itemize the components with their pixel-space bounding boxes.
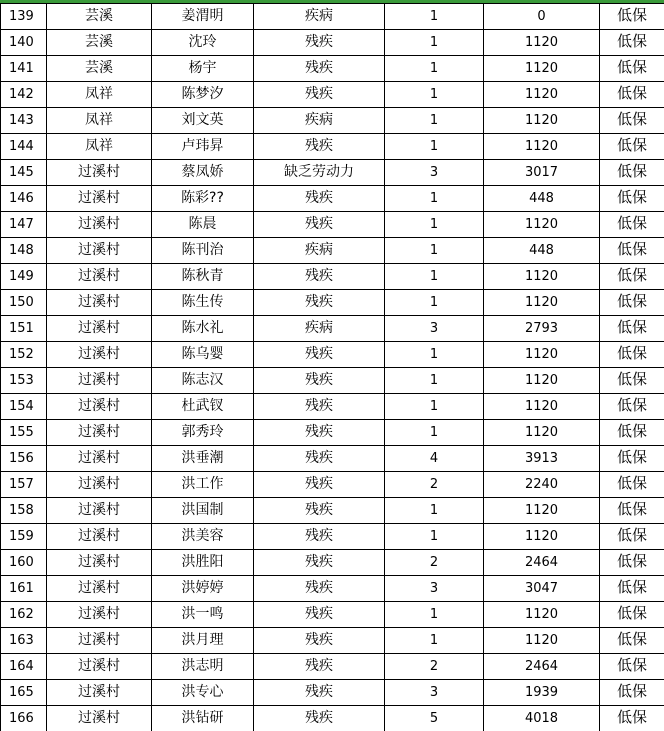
cell-reason[interactable]: 残疾 [254, 706, 385, 731]
cell-amount[interactable]: 2793 [484, 316, 600, 342]
cell-aid-type[interactable]: 低保 [600, 628, 664, 654]
cell-row-number[interactable]: 151 [1, 316, 47, 342]
cell-name[interactable]: 陈晨 [152, 212, 254, 238]
cell-village[interactable]: 过溪村 [47, 654, 152, 680]
cell-aid-type[interactable]: 低保 [600, 706, 664, 731]
welfare-table [0, 3, 664, 731]
cell-reason[interactable]: 残疾 [254, 420, 385, 446]
table-row [1, 602, 664, 628]
cell-row-number[interactable]: 141 [1, 56, 47, 82]
cell-household-count[interactable]: 1 [385, 238, 484, 264]
cell-amount[interactable]: 1120 [484, 30, 600, 56]
cell-reason[interactable]: 残疾 [254, 212, 385, 238]
cell-reason[interactable]: 残疾 [254, 82, 385, 108]
cell-row-number[interactable]: 162 [1, 602, 47, 628]
cell-aid-type[interactable]: 低保 [600, 56, 664, 82]
cell-aid-type[interactable]: 低保 [600, 394, 664, 420]
cell-amount[interactable]: 1120 [484, 134, 600, 160]
cell-aid-type[interactable]: 低保 [600, 264, 664, 290]
cell-aid-type[interactable]: 低保 [600, 160, 664, 186]
cell-amount[interactable]: 4018 [484, 706, 600, 731]
cell-household-count[interactable]: 1 [385, 264, 484, 290]
table-row [1, 108, 664, 134]
cell-reason[interactable]: 疾病 [254, 4, 385, 30]
cell-household-count[interactable]: 1 [385, 134, 484, 160]
cell-household-count[interactable]: 1 [385, 4, 484, 30]
cell-row-number[interactable]: 156 [1, 446, 47, 472]
cell-village[interactable]: 过溪村 [47, 446, 152, 472]
cell-amount[interactable]: 3913 [484, 446, 600, 472]
cell-household-count[interactable]: 5 [385, 706, 484, 731]
cell-name[interactable]: 陈秋青 [152, 264, 254, 290]
cell-aid-type[interactable]: 低保 [600, 472, 664, 498]
cell-amount[interactable]: 1120 [484, 56, 600, 82]
cell-amount[interactable]: 1120 [484, 628, 600, 654]
cell-household-count[interactable]: 1 [385, 420, 484, 446]
table-body [1, 4, 664, 731]
cell-name[interactable]: 洪志明 [152, 654, 254, 680]
cell-aid-type[interactable]: 低保 [600, 4, 664, 30]
cell-name[interactable]: 陈生传 [152, 290, 254, 316]
cell-aid-type[interactable]: 低保 [600, 446, 664, 472]
cell-village[interactable]: 过溪村 [47, 472, 152, 498]
cell-name[interactable]: 洪工作 [152, 472, 254, 498]
cell-aid-type[interactable]: 低保 [600, 186, 664, 212]
cell-village[interactable]: 过溪村 [47, 420, 152, 446]
cell-village[interactable]: 过溪村 [47, 680, 152, 706]
cell-name[interactable]: 陈乌婴 [152, 342, 254, 368]
cell-reason[interactable]: 残疾 [254, 680, 385, 706]
cell-aid-type[interactable]: 低保 [600, 576, 664, 602]
cell-aid-type[interactable]: 低保 [600, 680, 664, 706]
cell-name[interactable]: 沈玲 [152, 30, 254, 56]
cell-village[interactable]: 过溪村 [47, 212, 152, 238]
table-row [1, 446, 664, 472]
cell-household-count[interactable]: 1 [385, 108, 484, 134]
cell-amount[interactable]: 2240 [484, 472, 600, 498]
cell-reason[interactable]: 疾病 [254, 238, 385, 264]
cell-household-count[interactable]: 1 [385, 602, 484, 628]
table-row [1, 134, 664, 160]
cell-village[interactable]: 过溪村 [47, 186, 152, 212]
cell-village[interactable]: 过溪村 [47, 394, 152, 420]
cell-amount[interactable]: 1120 [484, 524, 600, 550]
cell-reason[interactable]: 残疾 [254, 186, 385, 212]
cell-row-number[interactable]: 145 [1, 160, 47, 186]
table-row [1, 290, 664, 316]
cell-reason[interactable]: 残疾 [254, 524, 385, 550]
cell-aid-type[interactable]: 低保 [600, 524, 664, 550]
cell-amount[interactable]: 3017 [484, 160, 600, 186]
cell-row-number[interactable]: 157 [1, 472, 47, 498]
cell-row-number[interactable]: 152 [1, 342, 47, 368]
cell-aid-type[interactable]: 低保 [600, 550, 664, 576]
cell-name[interactable]: 洪专心 [152, 680, 254, 706]
cell-household-count[interactable]: 2 [385, 472, 484, 498]
cell-village[interactable]: 过溪村 [47, 342, 152, 368]
cell-reason[interactable]: 残疾 [254, 576, 385, 602]
cell-row-number[interactable]: 148 [1, 238, 47, 264]
cell-reason[interactable]: 残疾 [254, 446, 385, 472]
cell-reason[interactable]: 残疾 [254, 56, 385, 82]
cell-village[interactable]: 过溪村 [47, 264, 152, 290]
cell-amount[interactable]: 1120 [484, 420, 600, 446]
cell-row-number[interactable]: 158 [1, 498, 47, 524]
cell-village[interactable]: 过溪村 [47, 628, 152, 654]
cell-row-number[interactable]: 154 [1, 394, 47, 420]
cell-aid-type[interactable]: 低保 [600, 498, 664, 524]
cell-row-number[interactable]: 143 [1, 108, 47, 134]
cell-row-number[interactable]: 149 [1, 264, 47, 290]
cell-household-count[interactable]: 2 [385, 654, 484, 680]
cell-village[interactable]: 芸溪 [47, 30, 152, 56]
cell-village[interactable]: 过溪村 [47, 238, 152, 264]
cell-household-count[interactable]: 2 [385, 550, 484, 576]
cell-row-number[interactable]: 155 [1, 420, 47, 446]
cell-reason[interactable]: 残疾 [254, 342, 385, 368]
cell-name[interactable]: 陈彩?? [152, 186, 254, 212]
cell-name[interactable]: 洪美容 [152, 524, 254, 550]
cell-name[interactable]: 姜渭明 [152, 4, 254, 30]
cell-aid-type[interactable]: 低保 [600, 420, 664, 446]
cell-village[interactable]: 过溪村 [47, 576, 152, 602]
table-row [1, 576, 664, 602]
table-row [1, 394, 664, 420]
cell-amount[interactable]: 1120 [484, 212, 600, 238]
cell-amount[interactable]: 1120 [484, 82, 600, 108]
cell-household-count[interactable]: 1 [385, 30, 484, 56]
cell-amount[interactable]: 2464 [484, 654, 600, 680]
cell-household-count[interactable]: 1 [385, 82, 484, 108]
cell-name[interactable]: 郭秀玲 [152, 420, 254, 446]
cell-name[interactable]: 卢玮昇 [152, 134, 254, 160]
cell-amount[interactable]: 1120 [484, 290, 600, 316]
cell-village[interactable]: 凤祥 [47, 134, 152, 160]
cell-amount[interactable]: 1120 [484, 602, 600, 628]
table-row [1, 420, 664, 446]
cell-row-number[interactable]: 160 [1, 550, 47, 576]
cell-aid-type[interactable]: 低保 [600, 108, 664, 134]
table-row [1, 368, 664, 394]
cell-amount[interactable]: 1120 [484, 368, 600, 394]
table-row [1, 498, 664, 524]
cell-village[interactable]: 芸溪 [47, 4, 152, 30]
cell-village[interactable]: 过溪村 [47, 498, 152, 524]
cell-row-number[interactable]: 150 [1, 290, 47, 316]
table-row [1, 524, 664, 550]
cell-amount[interactable]: 1120 [484, 394, 600, 420]
cell-reason[interactable]: 残疾 [254, 550, 385, 576]
cell-household-count[interactable]: 3 [385, 160, 484, 186]
cell-name[interactable]: 洪钻研 [152, 706, 254, 731]
table-row [1, 316, 664, 342]
cell-household-count[interactable]: 1 [385, 394, 484, 420]
cell-row-number[interactable]: 164 [1, 654, 47, 680]
cell-reason[interactable]: 疾病 [254, 108, 385, 134]
cell-reason[interactable]: 疾病 [254, 316, 385, 342]
cell-name[interactable]: 杨宇 [152, 56, 254, 82]
cell-amount[interactable]: 1120 [484, 342, 600, 368]
cell-name[interactable]: 洪国制 [152, 498, 254, 524]
cell-village[interactable]: 过溪村 [47, 602, 152, 628]
cell-amount[interactable]: 0 [484, 4, 600, 30]
cell-aid-type[interactable]: 低保 [600, 30, 664, 56]
cell-row-number[interactable]: 166 [1, 706, 47, 731]
cell-household-count[interactable]: 3 [385, 316, 484, 342]
cell-amount[interactable]: 1120 [484, 498, 600, 524]
cell-household-count[interactable]: 1 [385, 290, 484, 316]
cell-village[interactable]: 过溪村 [47, 524, 152, 550]
cell-reason[interactable]: 残疾 [254, 394, 385, 420]
cell-amount[interactable]: 3047 [484, 576, 600, 602]
cell-row-number[interactable]: 163 [1, 628, 47, 654]
cell-reason[interactable]: 残疾 [254, 134, 385, 160]
cell-amount[interactable]: 1939 [484, 680, 600, 706]
cell-amount[interactable]: 2464 [484, 550, 600, 576]
cell-reason[interactable]: 残疾 [254, 602, 385, 628]
cell-aid-type[interactable]: 低保 [600, 342, 664, 368]
table-row [1, 186, 664, 212]
cell-aid-type[interactable]: 低保 [600, 368, 664, 394]
table-row [1, 238, 664, 264]
cell-row-number[interactable]: 165 [1, 680, 47, 706]
cell-village[interactable]: 凤祥 [47, 82, 152, 108]
cell-aid-type[interactable]: 低保 [600, 316, 664, 342]
cell-aid-type[interactable]: 低保 [600, 134, 664, 160]
cell-row-number[interactable]: 161 [1, 576, 47, 602]
cell-name[interactable]: 杜武钗 [152, 394, 254, 420]
table-row [1, 654, 664, 680]
cell-name[interactable]: 洪婷婷 [152, 576, 254, 602]
cell-row-number[interactable]: 142 [1, 82, 47, 108]
cell-household-count[interactable]: 1 [385, 186, 484, 212]
cell-aid-type[interactable]: 低保 [600, 290, 664, 316]
cell-aid-type[interactable]: 低保 [600, 654, 664, 680]
cell-aid-type[interactable]: 低保 [600, 212, 664, 238]
cell-reason[interactable]: 残疾 [254, 368, 385, 394]
cell-reason[interactable]: 残疾 [254, 264, 385, 290]
cell-amount[interactable]: 448 [484, 186, 600, 212]
table-row [1, 550, 664, 576]
cell-row-number[interactable]: 147 [1, 212, 47, 238]
cell-name[interactable]: 陈志汉 [152, 368, 254, 394]
cell-name[interactable]: 洪垂潮 [152, 446, 254, 472]
cell-name[interactable]: 陈梦汐 [152, 82, 254, 108]
cell-reason[interactable]: 残疾 [254, 628, 385, 654]
table-row [1, 4, 664, 30]
cell-reason[interactable]: 残疾 [254, 498, 385, 524]
cell-household-count[interactable]: 3 [385, 680, 484, 706]
cell-amount[interactable]: 1120 [484, 108, 600, 134]
cell-household-count[interactable]: 4 [385, 446, 484, 472]
cell-household-count[interactable]: 1 [385, 212, 484, 238]
cell-name[interactable]: 刘文英 [152, 108, 254, 134]
cell-amount[interactable]: 448 [484, 238, 600, 264]
cell-name[interactable]: 陈刊治 [152, 238, 254, 264]
cell-name[interactable]: 蔡凤娇 [152, 160, 254, 186]
cell-household-count[interactable]: 1 [385, 368, 484, 394]
cell-name[interactable]: 洪胜阳 [152, 550, 254, 576]
cell-aid-type[interactable]: 低保 [600, 602, 664, 628]
cell-row-number[interactable]: 139 [1, 4, 47, 30]
cell-household-count[interactable]: 1 [385, 56, 484, 82]
cell-village[interactable]: 过溪村 [47, 160, 152, 186]
cell-household-count[interactable]: 1 [385, 524, 484, 550]
cell-reason[interactable]: 残疾 [254, 654, 385, 680]
table-row [1, 264, 664, 290]
table-row [1, 160, 664, 186]
cell-household-count[interactable]: 3 [385, 576, 484, 602]
cell-row-number[interactable]: 140 [1, 30, 47, 56]
cell-name[interactable]: 陈水礼 [152, 316, 254, 342]
table-row [1, 680, 664, 706]
table-row [1, 30, 664, 56]
cell-row-number[interactable]: 146 [1, 186, 47, 212]
cell-reason[interactable]: 残疾 [254, 472, 385, 498]
cell-aid-type[interactable]: 低保 [600, 82, 664, 108]
cell-reason[interactable]: 缺乏劳动力 [254, 160, 385, 186]
cell-household-count[interactable]: 1 [385, 342, 484, 368]
cell-village[interactable]: 凤祥 [47, 108, 152, 134]
cell-name[interactable]: 洪一鸣 [152, 602, 254, 628]
cell-household-count[interactable]: 1 [385, 628, 484, 654]
cell-village[interactable]: 过溪村 [47, 290, 152, 316]
table-row [1, 212, 664, 238]
cell-row-number[interactable]: 144 [1, 134, 47, 160]
table-row [1, 706, 664, 731]
cell-village[interactable]: 芸溪 [47, 56, 152, 82]
cell-village[interactable]: 过溪村 [47, 368, 152, 394]
cell-row-number[interactable]: 153 [1, 368, 47, 394]
cell-village[interactable]: 过溪村 [47, 706, 152, 731]
cell-row-number[interactable]: 159 [1, 524, 47, 550]
cell-name[interactable]: 洪月理 [152, 628, 254, 654]
cell-reason[interactable]: 残疾 [254, 290, 385, 316]
cell-aid-type[interactable]: 低保 [600, 238, 664, 264]
cell-village[interactable]: 过溪村 [47, 550, 152, 576]
cell-reason[interactable]: 残疾 [254, 30, 385, 56]
table-row [1, 56, 664, 82]
cell-village[interactable]: 过溪村 [47, 316, 152, 342]
cell-household-count[interactable]: 1 [385, 498, 484, 524]
table-row [1, 82, 664, 108]
cell-amount[interactable]: 1120 [484, 264, 600, 290]
table-row [1, 472, 664, 498]
table-row [1, 342, 664, 368]
table-row [1, 628, 664, 654]
